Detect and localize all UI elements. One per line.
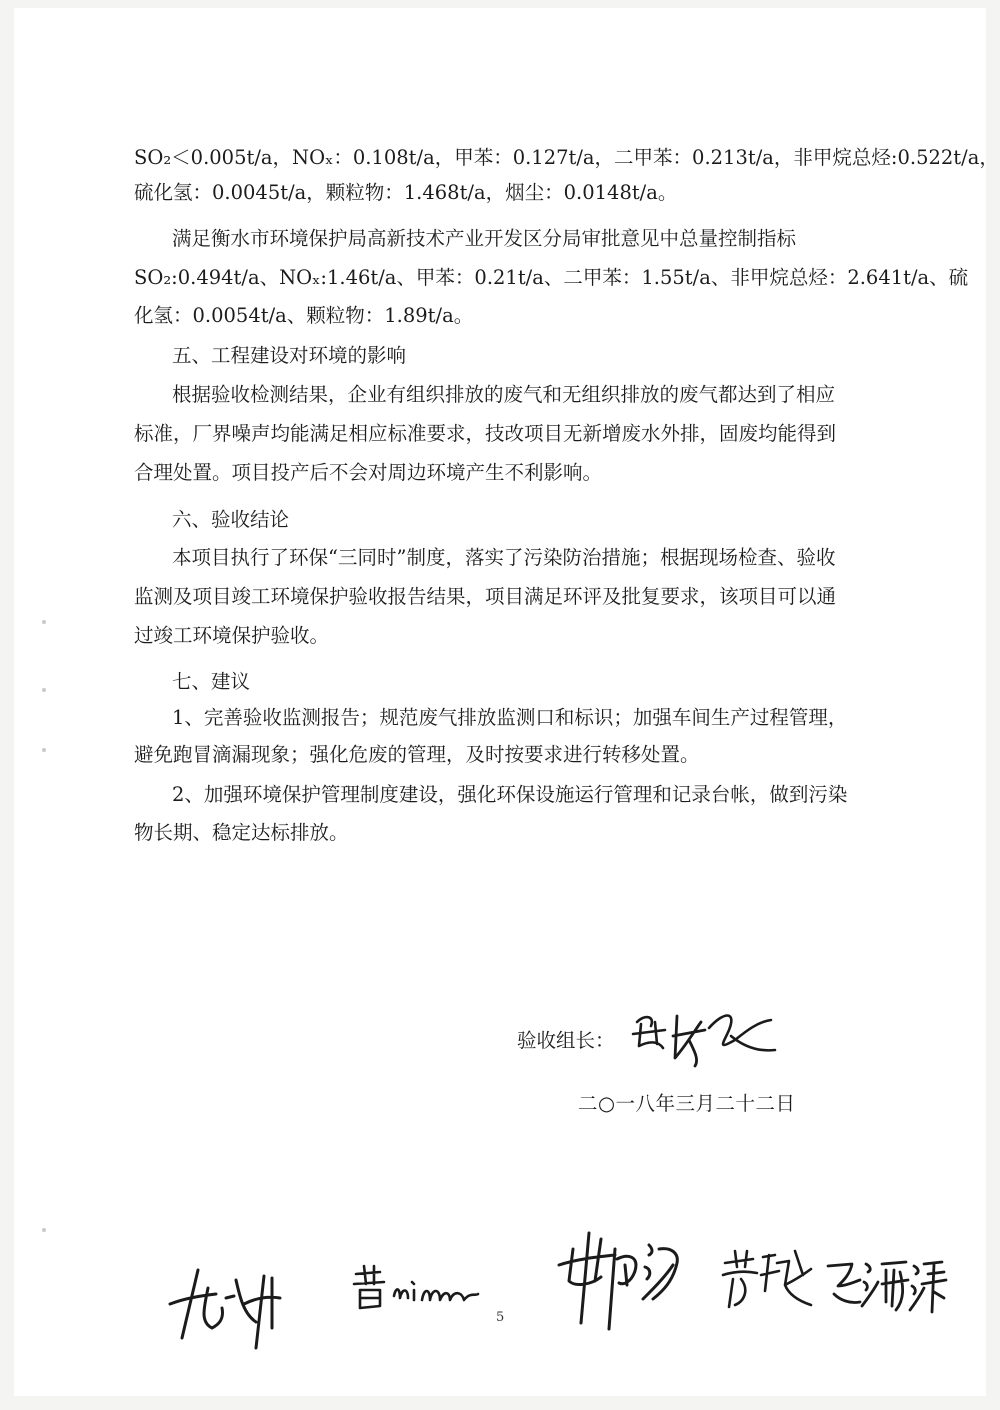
text-line-emissions-1: SO₂＜0.005t/a，NOₓ：0.108t/a，甲苯：0.127t/a，二甲苯：0.213t/a，非甲烷总烃:0.522t/a，: [134, 146, 999, 169]
text-line-suggestion-2a: 2、加强环境保护管理制度建设，强化环保设施运行管理和记录台帐，做到污染: [172, 783, 848, 806]
text-line-suggestion-2b: 物长期、稳定达标排放。: [134, 821, 349, 844]
text-line-impact-2: 标准，厂界噪声均能满足相应标准要求，技改项目无新增废水外排，固废均能得到: [134, 422, 837, 445]
text-line-impact-1: 根据验收检测结果，企业有组织排放的废气和无组织排放的废气都达到了相应: [172, 383, 836, 406]
member-signature-1-image: [160, 1258, 310, 1353]
text-line-quota-3: 化氢：0.0054t/a、颗粒物：1.89t/a。: [134, 304, 474, 327]
page-number: 5: [496, 1310, 505, 1325]
document-date: 二○一八年三月二十二日: [578, 1092, 796, 1115]
text-line-emissions-2: 硫化氢：0.0045t/a，颗粒物：1.468t/a，烟尘：0.0148t/a。: [134, 181, 678, 204]
text-line-suggestion-1b: 避免跑冒滴漏现象；强化危废的管理，及时按要求进行转移处置。: [134, 743, 700, 766]
text-line-quota-2: SO₂:0.494t/a、NOₓ:1.46t/a、甲苯：0.21t/a、二甲苯：1.55t/a、非甲烷总烃：2.641t/a、硫: [134, 266, 969, 289]
section-heading-impact: 五、工程建设对环境的影响: [172, 344, 407, 367]
member-signature-3-image: [545, 1225, 705, 1340]
member-signature-4-image: [715, 1245, 820, 1315]
document-page: [14, 8, 999, 1396]
text-line-quota-1: 满足衡水市环境保护局高新技术产业开发区分局审批意见中总量控制指标: [172, 227, 797, 250]
punch-hole-mark: [42, 620, 46, 624]
section-heading-conclusion: 六、验收结论: [172, 508, 290, 531]
punch-hole-mark: [42, 688, 46, 692]
punch-hole-mark: [42, 1228, 46, 1232]
leader-signature-image: [625, 1000, 785, 1075]
signature-label: 验收组长：: [517, 1029, 615, 1052]
text-line-conclusion-3: 过竣工环境保护验收。: [134, 624, 330, 647]
text-line-conclusion-1: 本项目执行了环保“三同时”制度，落实了污染防治措施；根据现场检查、验收: [172, 546, 836, 569]
text-line-suggestion-1a: 1、完善验收监测报告；规范废气排放监测口和标识；加强车间生产过程管理，: [172, 706, 848, 729]
member-signature-5-image: [820, 1252, 950, 1322]
section-heading-suggestions: 七、建议: [172, 670, 251, 693]
member-signature-2-image: [350, 1260, 490, 1320]
punch-hole-mark: [42, 748, 46, 752]
text-line-impact-3: 合理处置。项目投产后不会对周边环境产生不利影响。: [134, 461, 603, 484]
text-line-conclusion-2: 监测及项目竣工环境保护验收报告结果，项目满足环评及批复要求，该项目可以通: [134, 585, 837, 608]
